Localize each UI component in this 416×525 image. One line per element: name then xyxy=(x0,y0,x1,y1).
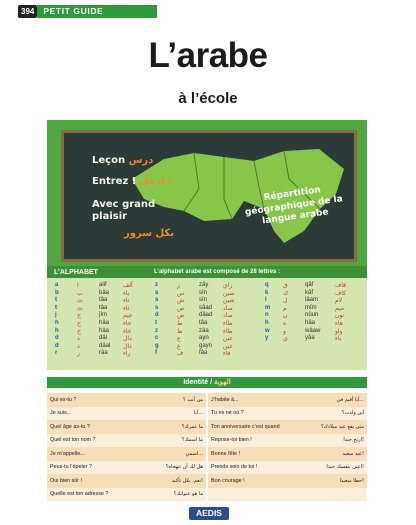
alphabet-cell: ك xyxy=(283,289,288,297)
alphabet-cell: ف xyxy=(177,350,184,358)
phrase-row xyxy=(47,407,206,421)
alphabet-cell: dâl xyxy=(99,335,108,342)
alphabet-cell: ذ xyxy=(77,342,80,350)
phrase-french: Repose-toi bien ! xyxy=(211,437,252,444)
alphabet-cell: gayn xyxy=(199,342,213,349)
alphabet-cell: ميم xyxy=(335,304,345,312)
phrase-arabic: متى يقع عيد ميلادك؟ xyxy=(321,423,364,430)
alphabet-cell: hâa xyxy=(305,319,316,326)
alphabet-cell: f xyxy=(155,350,157,357)
phrase-french: Je suis... xyxy=(50,410,72,417)
alphabet-column xyxy=(177,282,184,358)
alphabet-cell: ج xyxy=(77,312,81,320)
alphabet-cell: ب xyxy=(77,289,83,297)
alphabet-cell: z xyxy=(155,282,158,288)
alphabet-cell: wâaw xyxy=(305,327,321,334)
identity-section-bar xyxy=(47,377,367,388)
alphabet-cell: ش xyxy=(177,297,185,305)
alphabet-cell: ر xyxy=(77,350,80,358)
alphabet-cell: hâa xyxy=(99,319,110,326)
alphabet-note: L’alphabet arabe est composé de 28 lettres : xyxy=(153,269,280,275)
alphabet-cell: طاء xyxy=(223,319,233,327)
page-subtitle: à l’école xyxy=(178,90,238,107)
alphabet-column xyxy=(55,282,59,358)
phrase-arabic: أنا أقيم في... xyxy=(336,396,364,403)
alphabet-cell: خاء xyxy=(123,327,132,335)
phrase-french: Tu es né où ? xyxy=(211,410,244,417)
alphabet-cell: kâf xyxy=(305,289,314,296)
alphabet-cell: d xyxy=(155,312,159,319)
alphabet-cell: صاد xyxy=(223,304,233,312)
phrase-row xyxy=(208,488,367,502)
phrase-row xyxy=(47,488,206,502)
alphabet-cell: lâam xyxy=(305,297,319,304)
alphabet-cell: râa xyxy=(99,350,108,357)
alphabet-cell: tâa xyxy=(99,304,108,311)
alphabet-cell: عين xyxy=(223,335,233,343)
alphabet-cell: d xyxy=(55,335,59,342)
alphabet-cell: خ xyxy=(77,327,81,335)
phrase-french: Bonne fête ! xyxy=(211,450,241,457)
alphabet-cell: nûun xyxy=(305,312,319,319)
alphabet-panel xyxy=(47,266,367,370)
alphabet-cell: zây xyxy=(199,282,209,288)
alphabet-column xyxy=(155,282,159,358)
alphabet-cell: l xyxy=(265,297,267,304)
alphabet-cell: c xyxy=(155,335,159,342)
alphabet-cell: qâf xyxy=(305,282,314,288)
alphabet-cell: jîm xyxy=(99,312,107,319)
phrase-french: J’habite à... xyxy=(211,396,239,403)
alphabet-cell: mîm xyxy=(305,304,317,311)
alphabet-cell: ظاء xyxy=(223,327,233,335)
phrase-french: Je m’appelle... xyxy=(50,450,85,457)
alphabet-cell: ayn xyxy=(199,335,209,342)
alphabet-cell: غين xyxy=(223,342,233,350)
alphabet-cell: fâa xyxy=(199,350,208,357)
alphabet-cell: g xyxy=(155,342,159,349)
series-name: PETIT GUIDE xyxy=(37,5,157,18)
alphabet-cell: a xyxy=(55,282,59,288)
alphabet-cell: باء xyxy=(123,289,130,297)
alphabet-cell: hâa xyxy=(99,327,110,334)
chalk-line-1: Leçon درس xyxy=(92,155,154,166)
phrase-row xyxy=(47,393,206,407)
alphabet-column xyxy=(199,282,212,358)
alphabet-cell: ط xyxy=(177,319,183,327)
phrase-row xyxy=(208,420,367,434)
chalk-line-3: Avec grand plaisir xyxy=(92,199,156,222)
series-label xyxy=(18,5,157,18)
alphabet-cell: ن xyxy=(283,312,288,320)
alphabet-cell: n xyxy=(265,312,269,319)
alphabet-cell: h xyxy=(55,319,59,326)
phrase-row xyxy=(47,434,206,448)
alphabet-cell: س xyxy=(177,289,185,297)
phrase-french: Qui es-tu ? xyxy=(50,396,77,403)
alphabet-cell: ز xyxy=(177,282,180,289)
alphabet-cell: q xyxy=(265,282,269,288)
chalk-line-4: بكل سرور xyxy=(124,228,175,239)
phrase-row xyxy=(208,393,367,407)
alphabet-cell: دال xyxy=(123,335,132,343)
alphabet-cell: t xyxy=(55,297,57,304)
alphabet-cell: m xyxy=(265,304,271,311)
alphabet-cell: هاء xyxy=(335,319,343,327)
phrase-arabic: اسمي... xyxy=(185,450,203,457)
alphabet-cell: sîn xyxy=(199,297,208,304)
alphabet-cell: فاء xyxy=(223,350,231,358)
alphabet-cell: ث xyxy=(77,304,83,312)
phrase-french: Quel âge as-tu ? xyxy=(50,423,90,430)
identity-label-arabic: الهوية xyxy=(214,379,231,386)
phrase-arabic: ارتح جيدا! xyxy=(343,437,364,444)
alphabet-cell: j xyxy=(55,312,57,319)
alphabet-cell: شين xyxy=(223,297,235,305)
phrase-arabic: ما هو عنوانك؟ xyxy=(173,491,203,498)
alphabet-header xyxy=(47,266,367,278)
phrase-list-right xyxy=(208,393,367,501)
alphabet-cell: واو xyxy=(335,327,343,335)
alphabet-column xyxy=(123,282,133,358)
page-title: L’arabe xyxy=(148,36,268,75)
chalk-line-2: Entrez ! ادخل ! xyxy=(92,176,173,187)
phrase-row xyxy=(47,461,206,475)
alphabet-cell: ع xyxy=(177,335,181,343)
alphabet-cell: و xyxy=(283,327,286,335)
alphabet-cell: ي xyxy=(283,335,288,343)
alphabet-cell: s xyxy=(155,304,159,311)
alphabet-cell: d xyxy=(55,342,59,349)
identity-label: Identité / xyxy=(183,379,213,386)
alphabet-cell: م xyxy=(283,304,287,312)
phrase-arabic: ما اسمك؟ xyxy=(181,437,203,444)
alphabet-cell: ظ xyxy=(177,327,183,335)
cover-illustration xyxy=(47,120,367,266)
alphabet-cell: د xyxy=(77,335,80,343)
alphabet-cell: w xyxy=(265,327,270,334)
alphabet-column xyxy=(265,282,270,343)
alphabet-cell: ذال xyxy=(123,342,132,350)
alphabet-cell: ألف xyxy=(123,282,133,289)
phrase-french: Quel est ton nom ? xyxy=(50,437,96,444)
alphabet-cell: سين xyxy=(223,289,235,297)
alphabet-cell: z xyxy=(155,327,158,334)
alphabet-column xyxy=(223,282,234,358)
alphabet-cell: نون xyxy=(335,312,345,320)
phrase-arabic: أنا... xyxy=(193,410,203,417)
phrase-row xyxy=(47,420,206,434)
alphabet-table xyxy=(55,282,363,368)
alphabet-title: L’ALPHABET xyxy=(54,268,98,276)
alphabet-cell: ه xyxy=(283,319,287,327)
alphabet-cell: جيم xyxy=(123,312,133,320)
phrase-arabic: نعم، بكل تأكيد! xyxy=(171,477,203,484)
alphabet-cell: ق xyxy=(283,282,288,289)
alphabet-cell: ثاء xyxy=(123,304,130,312)
phrase-row xyxy=(208,407,367,421)
alphabet-cell: حاء xyxy=(123,319,132,327)
alphabet-cell: ضاد xyxy=(223,312,233,320)
alphabet-column xyxy=(335,282,346,343)
alphabet-cell: r xyxy=(55,350,58,357)
alphabet-cell: zâa xyxy=(199,327,209,334)
chalkboard xyxy=(61,130,357,262)
phrase-french: Quelle est ton adresse ? xyxy=(50,491,109,498)
phrase-arabic: من أنت ؟ xyxy=(182,396,203,403)
alphabet-cell: ص xyxy=(177,304,185,312)
phrase-french: Ton anniversaire c’est quand xyxy=(211,423,280,430)
alphabet-column xyxy=(283,282,288,343)
alphabet-cell: ح xyxy=(77,319,81,327)
alphabet-cell: تاء xyxy=(123,297,130,305)
alphabet-column xyxy=(305,282,320,343)
phrase-row xyxy=(47,447,206,461)
publisher-logo: AEDIS xyxy=(189,507,229,520)
alphabet-cell: h xyxy=(265,319,269,326)
alphabet-cell: كاف xyxy=(335,289,346,297)
alphabet-cell: tâa xyxy=(99,297,108,304)
alphabet-cell: t xyxy=(55,304,57,311)
phrase-row xyxy=(47,474,206,488)
phrase-arabic: حظا سعيدا! xyxy=(339,477,364,484)
phrase-list-left xyxy=(47,393,206,501)
alphabet-cell: dâal xyxy=(99,342,111,349)
phrase-french: Bon courage ! xyxy=(211,477,245,484)
phrase-arabic: عيد سعيد! xyxy=(342,450,364,457)
alphabet-cell: h xyxy=(55,327,59,334)
alphabet-cell: sâad xyxy=(199,304,213,311)
alphabet-cell: sîn xyxy=(199,289,208,296)
alphabet-column xyxy=(77,282,83,358)
alphabet-cell: ت xyxy=(77,297,83,305)
alphabet-cell: قاف xyxy=(335,282,346,289)
map-caption: Répartition géographique de la langue arabe xyxy=(244,185,344,227)
series-number: 394 xyxy=(18,5,37,18)
alphabet-cell: ض xyxy=(177,312,185,320)
alphabet-cell: ا xyxy=(77,282,79,289)
phrase-arabic: هل لك أن تتهجاه؟ xyxy=(165,464,203,471)
phrase-french: Prends soin de toi ! xyxy=(211,464,258,471)
alphabet-cell: راء xyxy=(123,350,131,358)
phrase-arabic: اعتن بنفسك جيدا! xyxy=(326,464,364,471)
alphabet-cell: s xyxy=(155,297,159,304)
alphabet-cell: s xyxy=(155,289,159,296)
alphabet-cell: dâad xyxy=(199,312,213,319)
alphabet-cell: لام xyxy=(335,297,343,305)
phrase-french: Peux-tu l’épeler ? xyxy=(50,464,92,471)
alphabet-cell: y xyxy=(265,335,269,342)
alphabet-cell: زاي xyxy=(223,282,233,289)
alphabet-column xyxy=(99,282,110,358)
alphabet-cell: ل xyxy=(283,297,288,305)
alphabet-cell: tâa xyxy=(199,319,208,326)
alphabet-cell: ياء xyxy=(335,335,342,343)
alphabet-cell: bâa xyxy=(99,289,110,296)
alphabet-cell: b xyxy=(55,289,59,296)
phrase-row xyxy=(208,447,367,461)
phrase-row xyxy=(208,434,367,448)
phrase-row xyxy=(208,461,367,475)
alphabet-cell: yâa xyxy=(305,335,315,342)
phrase-arabic: أين ولدت؟ xyxy=(341,410,364,417)
alphabet-cell: t xyxy=(155,319,157,326)
alphabet-cell: k xyxy=(265,289,269,296)
alphabet-cell: غ xyxy=(177,342,181,350)
phrase-french: Oui bien sûr ! xyxy=(50,477,83,484)
phrase-row xyxy=(208,474,367,488)
alphabet-cell: alif xyxy=(99,282,107,288)
phrase-arabic: ما عمرك؟ xyxy=(181,423,203,430)
